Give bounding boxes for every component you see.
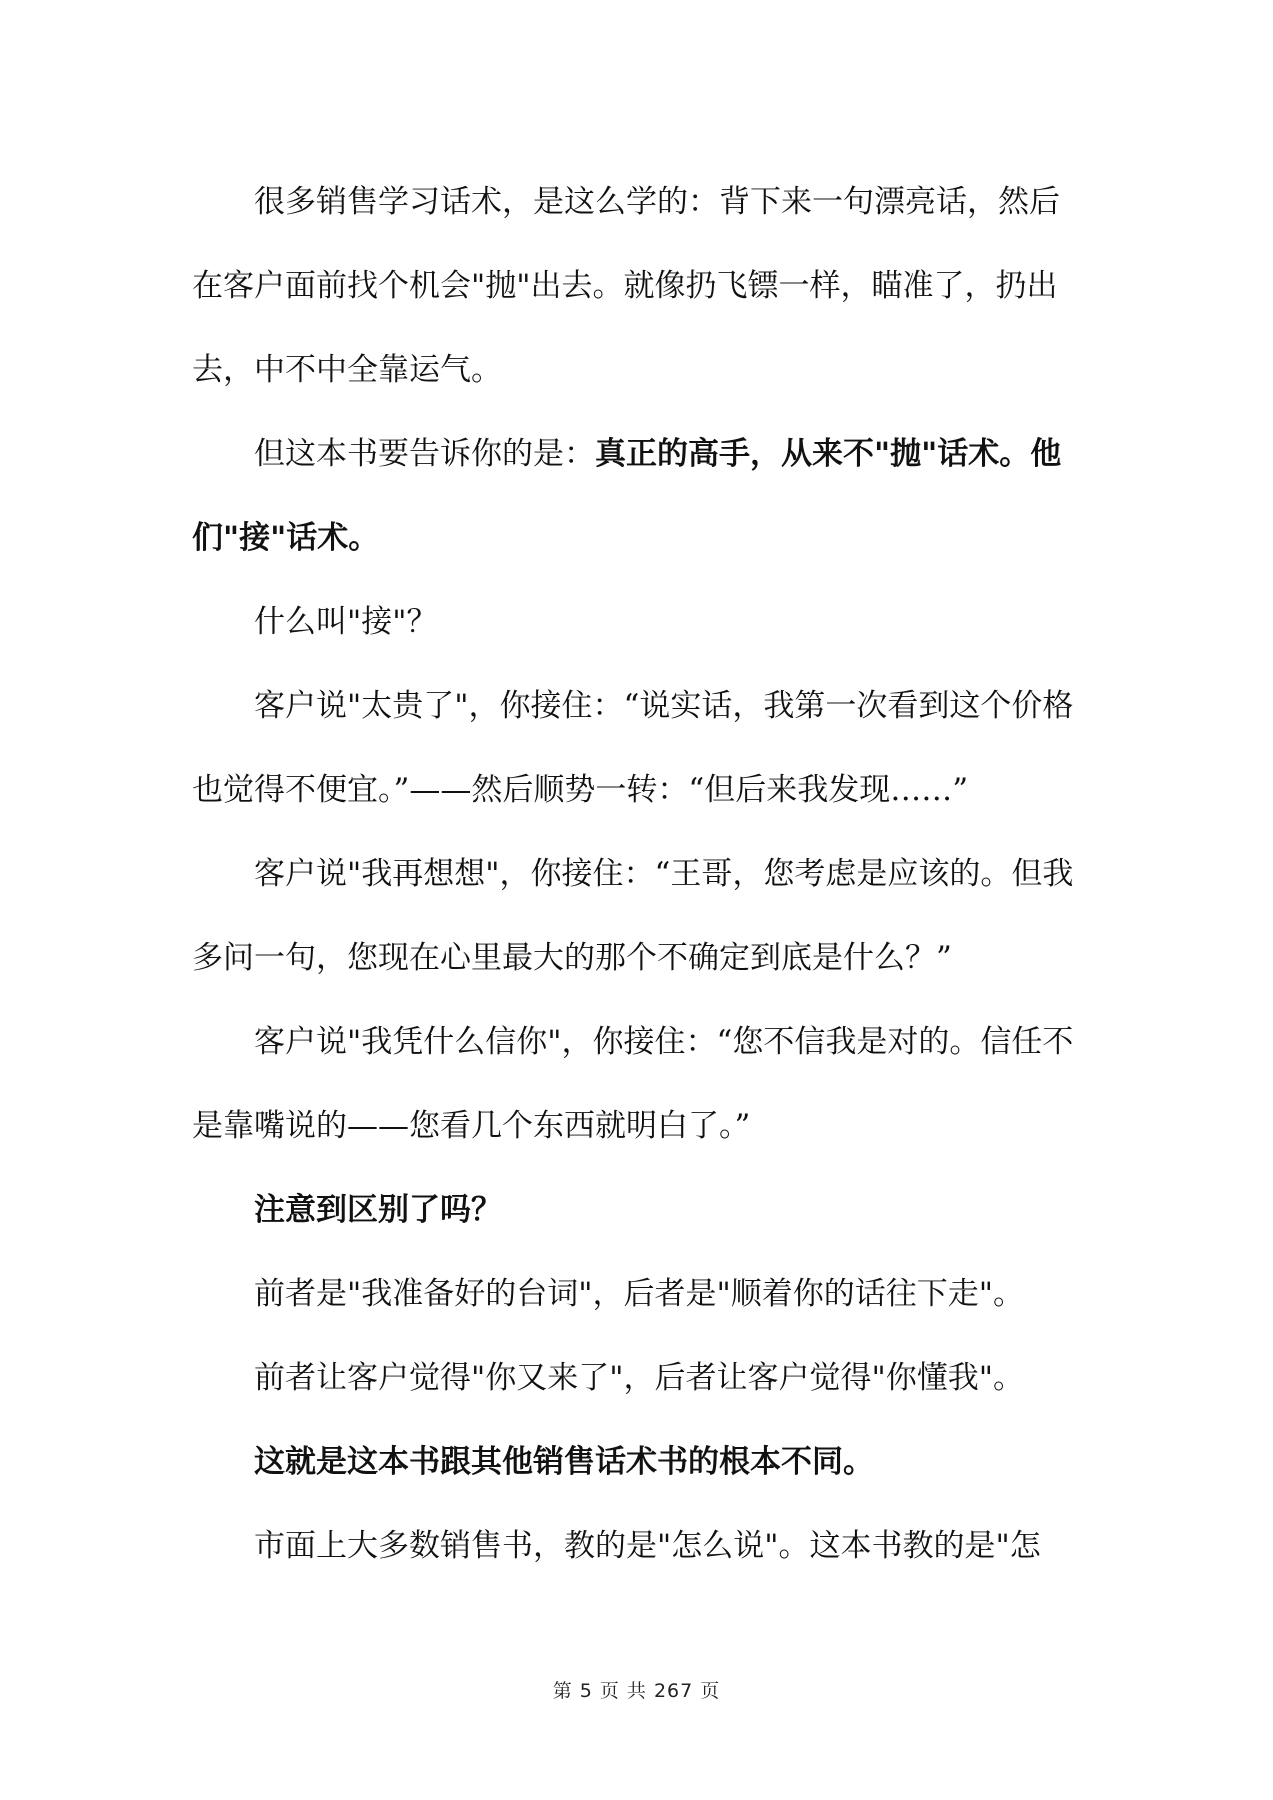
paragraph-2-emphasis: 真正的高手，从来不"抛"话术。他们"接"话术。 (192, 436, 1062, 556)
paragraph-1: 很多销售学习话术，是这么学的：背下来一句漂亮话，然后在客户面前找个机会"抛"出去。就像扔飞镖一样，瞄准了，扔出去，中不中全靠运气。 (192, 184, 1060, 388)
paragraph-9: 前者让客户觉得"你又来了"，后者让客户觉得"你懂我"。 (254, 1360, 1025, 1396)
paragraph-10: 这就是这本书跟其他销售话术书的根本不同。 (254, 1444, 874, 1480)
paragraph-2-lead: 但这本书要告诉你的是： (254, 436, 595, 472)
paragraph-6: 客户说"我凭什么信你"，你接住：“您不信我是对的。信任不是靠嘴说的——您看几个东西就明白了。” (192, 1024, 1074, 1144)
paragraph-3: 什么叫"接"？ (254, 604, 438, 640)
paragraph-4: 客户说"太贵了"，你接住：“说实话，我第一次看到这个价格也觉得不便宜。”——然后顺势一转：“但后来我发现……” (192, 688, 1074, 808)
paragraph-7: 注意到区别了吗？ (254, 1192, 502, 1228)
body-text (192, 160, 1082, 1588)
page-footer: 第 5 页 共 267 页 (552, 1680, 721, 1702)
paragraph-5: 客户说"我再想想"，你接住：“王哥，您考虑是应该的。但我多问一句，您现在心里最大的那个不确定到底是什么？” (192, 856, 1074, 976)
paragraph-2 (192, 412, 1082, 580)
paragraph-11: 市面上大多数销售书，教的是"怎么说"。这本书教的是"怎 (254, 1528, 1041, 1564)
paragraph-8: 前者是"我准备好的台词"，后者是"顺着你的话往下走"。 (254, 1276, 1025, 1312)
